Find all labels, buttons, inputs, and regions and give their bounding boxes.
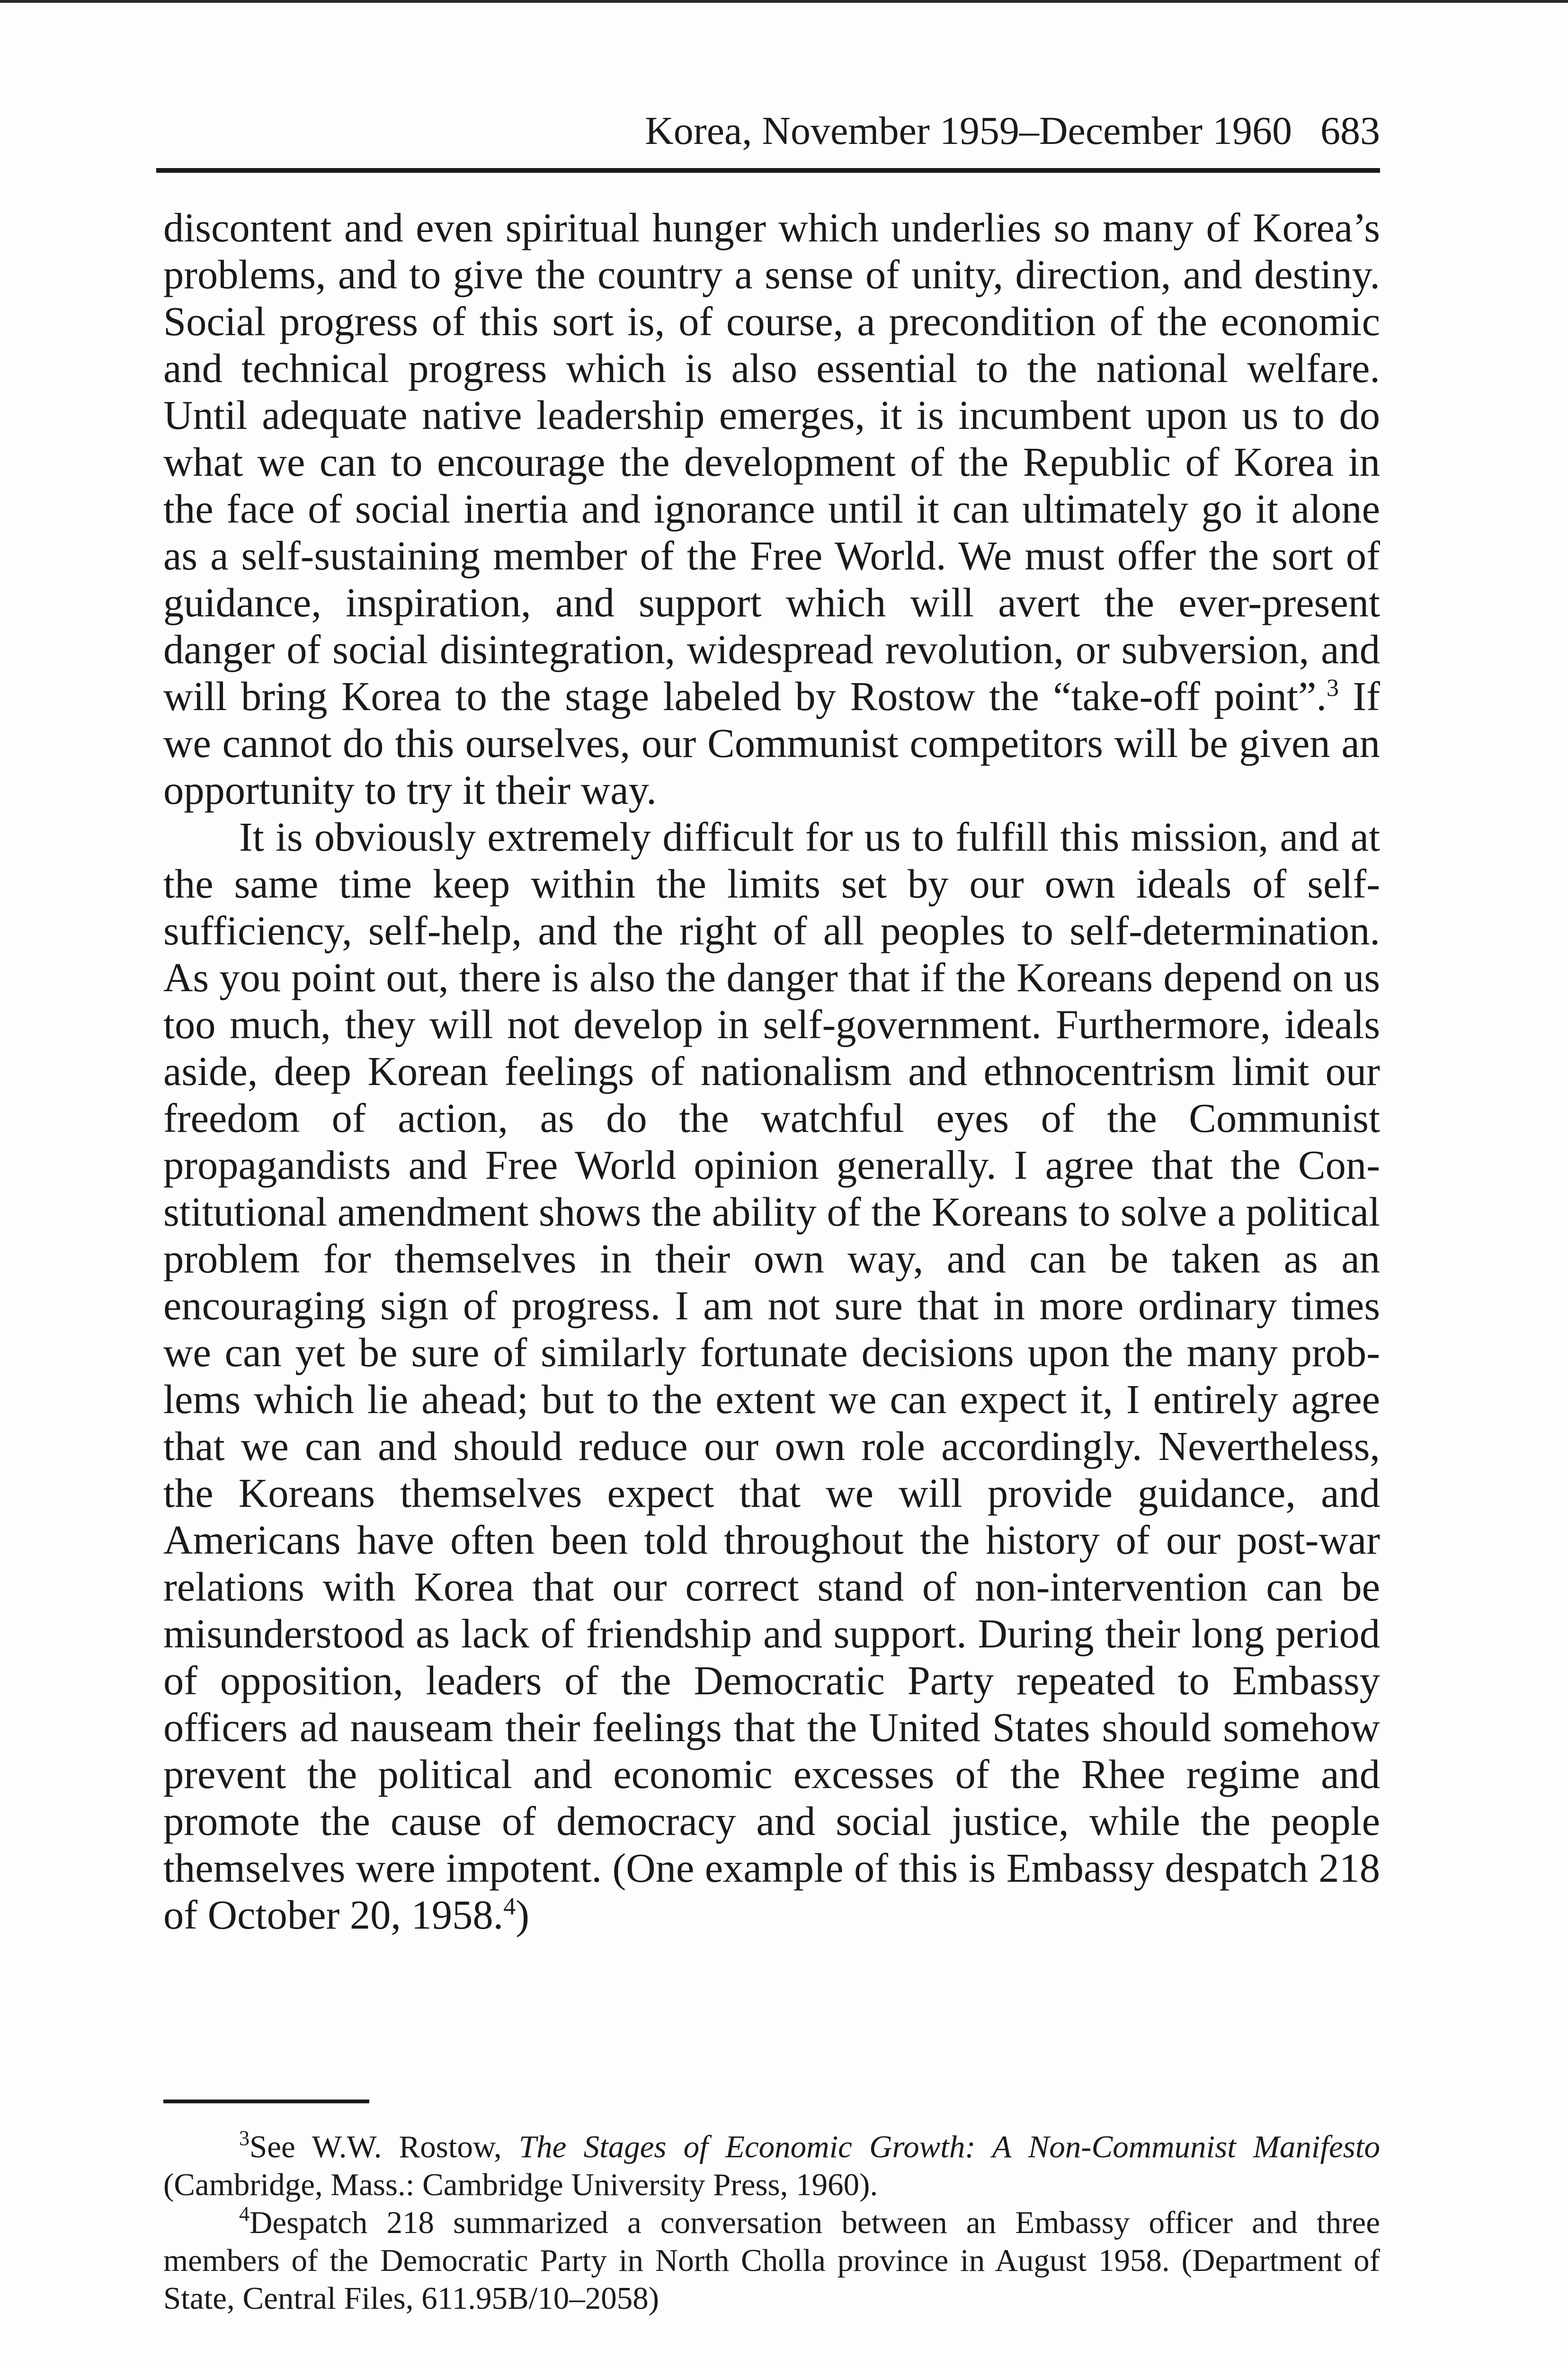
page-number: 683 — [1320, 109, 1380, 153]
header-rule — [156, 168, 1380, 173]
scan-edge — [0, 0, 1568, 3]
footnote-4-text: Despatch 218 summarized a conversation between an Embassy officer and three members of the Democratic Party in North Cholla province in August 1958. (Department of State, Central Files, 611.95B/10–2058) — [163, 2205, 1380, 2316]
footnote-3-book-title: The Stages of Economic Growth: A Non-Communist Manifesto — [518, 2129, 1380, 2164]
body-text — [163, 205, 1380, 1939]
running-header — [163, 105, 1380, 157]
footnotes — [163, 2128, 1380, 2317]
footnote-rule — [163, 2100, 369, 2103]
footnote-3-text-b: (Cambridge, Mass.: Cambridge University Press, 1960). — [163, 2167, 878, 2202]
footnote-3-text-a: See W.W. Rostow, — [249, 2129, 519, 2164]
paragraph-2-text-a: It is obviously extremely difficult for us to fulfill this mission, and at the same time keep within the limits set by our own ideals of self-sufficiency, self-help, and the right of all peoples to self-determination. As you point out, there is also the danger that if the Koreans depend on us too much, they will not develop in self-government. Furthermore, ideals aside, deep Korean feelings of nationalism and ethnocentrism limit our freedom of action, as do the watchful eyes of the Communist propagandists and Free World opinion generally. I agree that the Constitutional amendment shows the ability of the Koreans to solve a political problem for themselves in their own way, and can be taken as an encouraging sign of progress. I am not sure that in more ordinary times we can yet be sure of similarly fortunate decisions upon the many problems which lie ahead; but to the extent we can expect it, I entirely agree that we can and should reduce our own role accordingly. Nevertheless, the Koreans themselves expect that we will provide guidance, and Americans have often been told throughout the history of our post-war relations with Korea that our correct stand of non-intervention can be misunderstood as lack of friendship and support. During their long period of opposition, leaders of the Democratic Party repeated to Embassy officers ad nauseam their feelings that the United States should somehow prevent the political and economic excesses of the Rhee regime and promote the cause of democracy and social justice, while the people themselves were impotent. (One example of this is Embassy despatch 218 of October 20, 1958. — [163, 814, 1380, 1938]
paragraph-1-text-a: discontent and even spiritual hunger which underlies so many of Korea’s problems, and to give the country a sense of unity, direction, and destiny. Social progress of this sort is, of course, a precondition of the economic and technical progress which is also essential to the national welfare. Until adequate native leadership emerges, it is incumbent upon us to do what we can to encourage the development of the Republic of Korea in the face of social inertia and ignorance until it can ultimately go it alone as a self-sustaining member of the Free World. We must offer the sort of guidance, inspiration, and support which will avert the ever-present danger of social disintegration, widespread revolution, or subversion, and will bring Korea to the stage labeled by Rostow the “take-off point”. — [163, 205, 1380, 719]
paragraph-2-text-b: ) — [516, 1892, 530, 1938]
footnote-reference-4: 4 — [503, 1893, 516, 1920]
paragraph-1 — [163, 205, 1380, 814]
footnote-reference-3: 3 — [1327, 675, 1339, 702]
paragraph-1-text-b: If we cannot do this ourselves, our Communist competitors will be given an opportunity to try it their way. — [163, 674, 1380, 813]
footnote-4-mark: 4 — [239, 2202, 249, 2225]
paragraph-2 — [163, 814, 1380, 1939]
running-title: Korea, November 1959–December 1960 — [645, 109, 1292, 153]
footnote-3 — [163, 2128, 1380, 2204]
footnote-3-mark: 3 — [239, 2127, 249, 2150]
footnote-4 — [163, 2204, 1380, 2317]
